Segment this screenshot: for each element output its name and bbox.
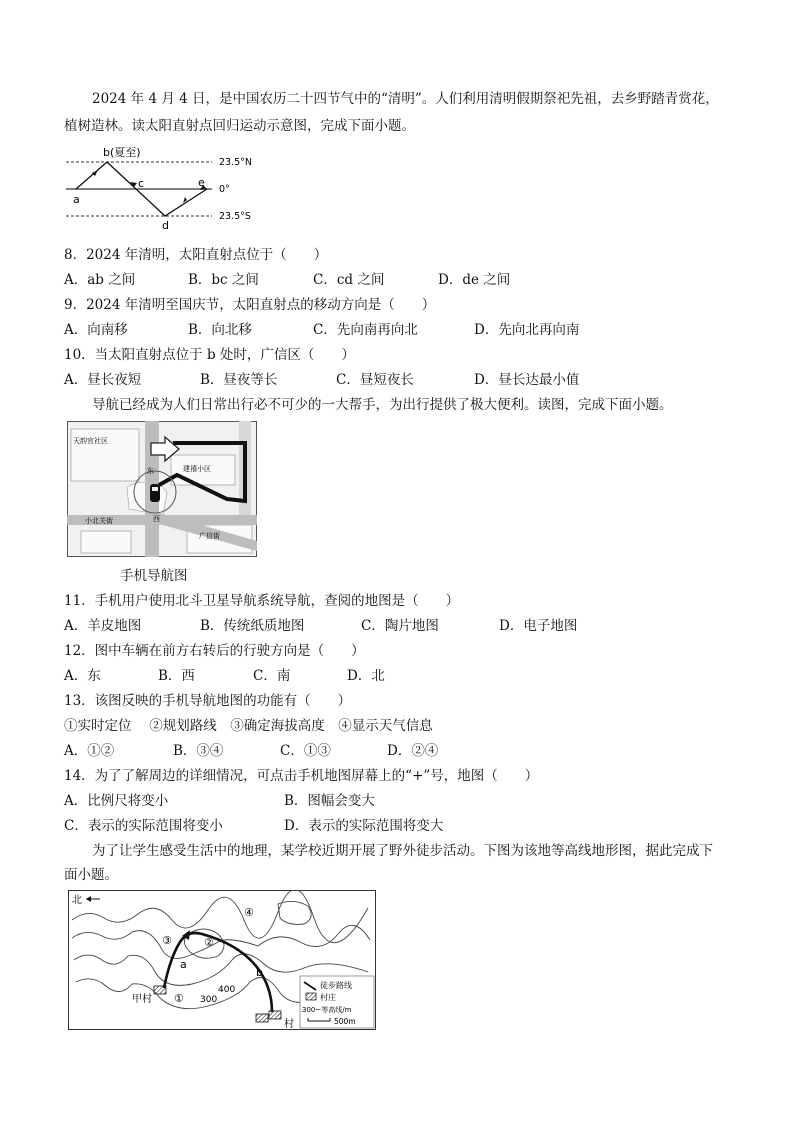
q10-stem: 10．当太阳直射点位于 b 处时，广信区（ ）	[64, 347, 355, 363]
marker-4: ④	[244, 906, 254, 919]
point-e-label: e	[198, 176, 205, 189]
q9-stem: 9．2024 年清明至国庆节，太阳直射点的移动方向是（ ）	[64, 297, 436, 313]
lat-23-5n-label: 23.5°N	[219, 157, 253, 168]
map-label-road-east: 东	[147, 467, 154, 475]
q8-option-d[interactable]: D．de 之间	[438, 272, 511, 288]
contour-400-label: 400	[218, 985, 236, 995]
north-label: 北	[72, 895, 82, 906]
q14-option-b[interactable]: B．图幅会变大	[284, 793, 375, 809]
q13-option-b[interactable]: B．③④	[173, 743, 224, 759]
map-label-tianyu: 天韵官社区	[73, 437, 108, 445]
intro1-line2: 植树造林。读太阳直射点回归运动示意图，完成下面小题。	[64, 118, 415, 134]
point-a-label: a	[73, 193, 80, 206]
point-b-label: b	[256, 966, 263, 979]
map-label-jianxi: 建禧小区	[183, 465, 211, 473]
map-label-road-west: 西	[153, 515, 160, 523]
legend-route: 徒步路线	[320, 981, 352, 990]
village-label: 村	[284, 1019, 294, 1030]
map-label-xiaobei: 小北关街	[85, 517, 113, 525]
contour-map	[68, 890, 376, 1030]
q8-option-b[interactable]: B．bc 之间	[188, 272, 259, 288]
point-a-label: a	[180, 958, 187, 971]
q11-stem: 11．手机用户使用北斗卫星导航系统导航，查阅的地图是（ ）	[64, 593, 460, 609]
q13-option-a[interactable]: A．①②	[64, 743, 115, 759]
q11-option-d[interactable]: D．电子地图	[499, 618, 578, 634]
q9-option-c[interactable]: C．先向南再向北	[313, 322, 418, 338]
q13-option-d[interactable]: D．②④	[387, 743, 439, 759]
intro3-line1: 为了让学生感受生活中的地理，某学校近期开展了野外徒步活动。下图为该地等高线地形图，据此完成下	[92, 843, 713, 859]
q12-option-d[interactable]: D．北	[347, 668, 385, 684]
marker-3: ③	[162, 934, 172, 947]
intro1-line1: 2024 年 4 月 4 日，是中国农历二十四节气中的“清明”。人们利用清明假期祭祀先祖，去乡野踏青赏花，	[92, 91, 719, 107]
q13-stem: 13．该图反映的手机导航地图的功能有（ ）	[64, 693, 352, 709]
solar-migration-diagram	[62, 142, 262, 230]
legend-contour: 300~等高线/m	[302, 1006, 352, 1014]
q10-option-d[interactable]: D．昼长达最小值	[474, 372, 580, 388]
q10-option-a[interactable]: A．昼长夜短	[64, 372, 142, 388]
legend-village: 村庄	[320, 993, 336, 1002]
lat-0-label: 0°	[219, 184, 230, 195]
q11-option-a[interactable]: A．羊皮地图	[64, 618, 142, 634]
q13-items: ①实时定位 ②规划路线 ③确定海拔高度 ④显示天气信息	[64, 718, 433, 734]
intro2: 导航已经成为人们日常出行必不可少的一大帮手，为出行提供了极大便利。读图，完成下面小题。	[92, 397, 673, 413]
q10-option-c[interactable]: C．昼短夜长	[336, 372, 414, 388]
q14-option-a[interactable]: A．比例尺将变小	[64, 793, 169, 809]
q9-option-d[interactable]: D．先向北再向南	[474, 322, 580, 338]
marker-2: ②	[204, 936, 214, 949]
village-jia-label: 甲村	[132, 994, 152, 1005]
q11-option-b[interactable]: B．传统纸质地图	[200, 618, 305, 634]
contour-300-label: 300	[200, 995, 218, 1005]
point-c-label: c	[138, 177, 145, 190]
q8-stem: 8．2024 年清明，太阳直射点位于（ ）	[64, 247, 328, 263]
navigation-map-caption: 手机导航图	[120, 568, 188, 584]
q8-option-a[interactable]: A．ab 之间	[64, 272, 136, 288]
point-b-label: b(夏至)	[103, 146, 141, 159]
q12-stem: 12．图中车辆在前方右转后的行驶方向是（ ）	[64, 643, 365, 659]
q12-option-a[interactable]: A．东	[64, 668, 101, 684]
legend-scale: 500m	[334, 1017, 356, 1026]
q8-option-c[interactable]: C．cd 之间	[313, 272, 385, 288]
lat-23-5s-label: 23.5°S	[219, 211, 251, 222]
q11-option-c[interactable]: C．陶片地图	[361, 618, 439, 634]
q9-option-b[interactable]: B．向北移	[188, 322, 252, 338]
q12-option-b[interactable]: B．西	[158, 668, 195, 684]
navigation-map	[67, 421, 257, 557]
marker-1: ①	[174, 992, 184, 1005]
q14-option-d[interactable]: D．表示的实际范围将变大	[284, 818, 444, 834]
q14-stem: 14．为了了解周边的详细情况，可点击手机地图屏幕上的“+”号，地图（ ）	[64, 768, 539, 784]
q13-option-c[interactable]: C．①③	[280, 743, 331, 759]
point-d-label: d	[162, 219, 169, 230]
q14-option-c[interactable]: C．表示的实际范围将变小	[64, 818, 223, 834]
q10-option-b[interactable]: B．昼夜等长	[200, 372, 278, 388]
q9-option-a[interactable]: A．向南移	[64, 322, 128, 338]
map-label-guangxin: 广信街	[199, 532, 220, 540]
q12-option-c[interactable]: C．南	[253, 668, 291, 684]
intro3-line2: 面小题。	[64, 867, 118, 883]
